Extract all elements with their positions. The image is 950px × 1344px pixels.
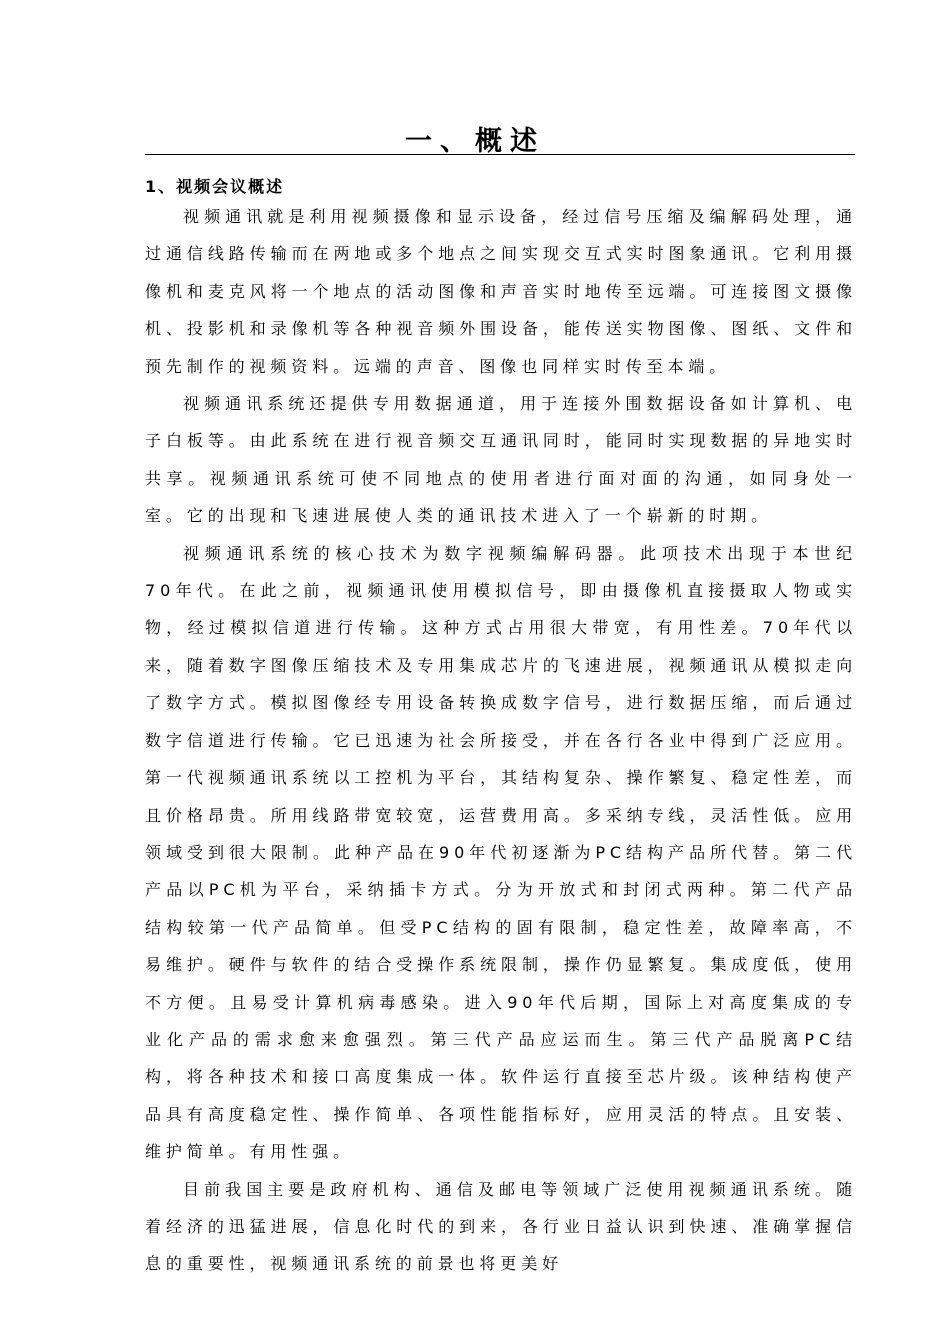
paragraph-1: 视频通讯就是利用视频摄像和显示设备，经过信号压缩及编解码处理，通过通信线路传输而在两地或多个地点之间实现交互式实时图象通讯。它利用摄像机和麦克风将一个地点的活动图像和声音实时地传至远端。可连接图文摄像机、投影机和录像机等各种视音频外围设备，能传送实物图像、图纸、文件和预先制作的视频资料。远端的声音、图像也同样实时传至本端。: [145, 207, 857, 376]
section-heading: 1、视频会议概述: [145, 177, 285, 196]
paragraph-4: 目前我国主要是政府机构、通信及邮电等领域广泛使用视频通讯系统。随着经济的迅猛进展，信息化时代的到来，各行业日益认识到快速、准确掌握信息的重要性，视频通讯系统的前景也将更美好: [145, 1179, 857, 1274]
paragraph-2: 视频通讯系统还提供专用数据通道，用于连接外围数据设备如计算机、电子白板等。由此系统在进行视音频交互通讯同时，能同时实现数据的异地实时共享。视频通讯系统可使不同地点的使用者进行面对面的沟通，如同身处一室。它的出现和飞速进展使人类的通讯技术进入了一个崭新的时期。: [145, 394, 857, 526]
body-text: [145, 198, 857, 1283]
chapter-title: 一、概述: [405, 126, 545, 157]
title-divider: [145, 154, 855, 155]
paragraph-3: 视频通讯系统的核心技术为数字视频编解码器。此项技术出现于本世纪70年代。在此之前，视频通讯使用模拟信号，即由摄像机直接摄取人物或实物，经过模拟信道进行传输。这种方式占用很大带宽，有用性差。70年代以来，随着数字图像压缩技术及专用集成芯片的飞速进展，视频通讯从模拟走向了数字方式。模拟图像经专用设备转换成数字信号，进行数据压缩，而后通过数字信道进行传输。它已迅速为社会所接受，并在各行各业中得到广泛应用。第一代视频通讯系统以工控机为平台，其结构复杂、操作繁复、稳定性差，而且价格昂贵。所用线路带宽较宽，运营费用高。多采纳专线，灵活性低。应用领域受到很大限制。此种产品在90年代初逐渐为PC结构产品所代替。第二代产品以PC机为平台，采纳插卡方式。分为开放式和封闭式两种。第二代产品结构较第一代产品简单。但受PC结构的固有限制，稳定性差，故障率高，不易维护。硬件与软件的结合受操作系统限制，操作仍显繁复。集成度低，使用不方便。且易受计算机病毒感染。进入90年代后期，国际上对高度集成的专业化产品的需求愈来愈强烈。第三代产品应运而生。第三代产品脱离PC结构，将各种技术和接口高度集成一体。软件运行直接至芯片级。该种结构使产品具有高度稳定性、操作简单、各项性能指标好，应用灵活的特点。且安装、维护简单。有用性强。: [145, 543, 857, 1162]
